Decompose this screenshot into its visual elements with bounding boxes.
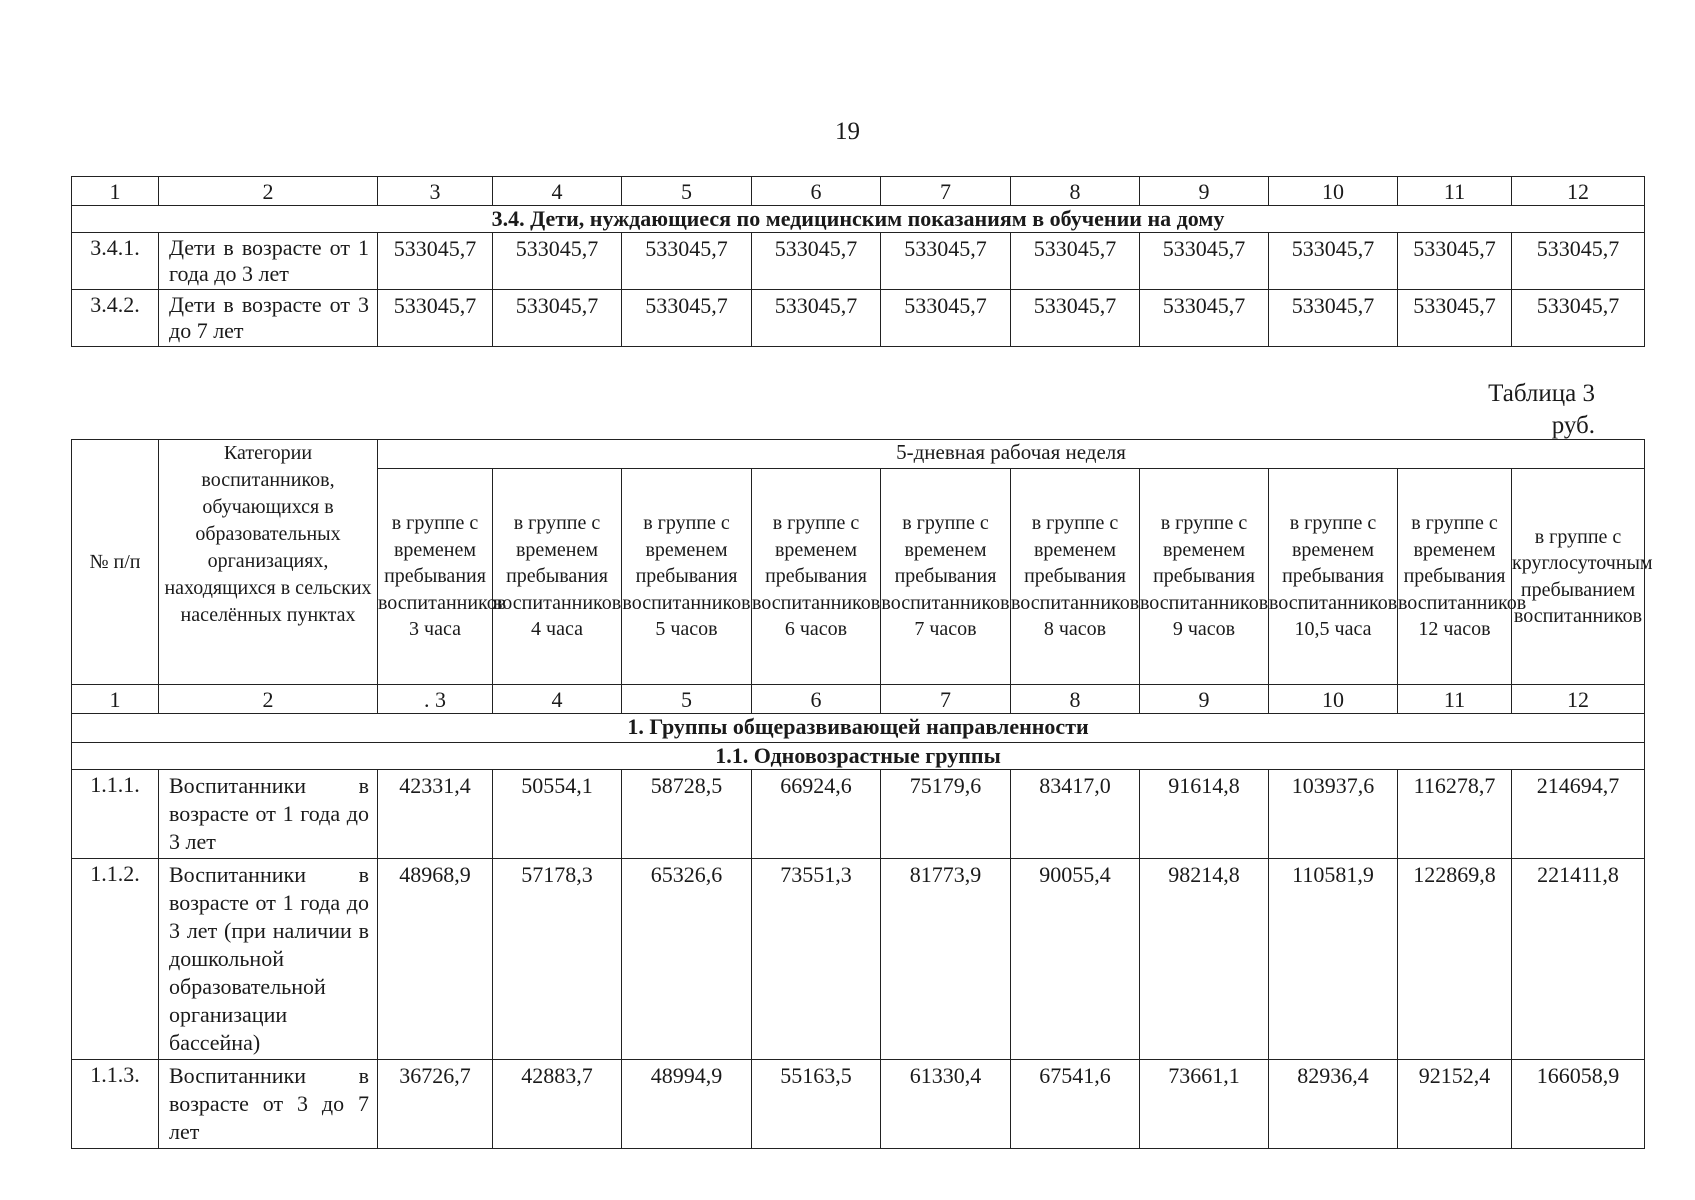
section-row xyxy=(72,206,1645,233)
group-header: в группе с временем пребывания воспитанников 3 часа xyxy=(378,469,493,685)
col-number: 6 xyxy=(752,177,881,206)
column-number-row xyxy=(72,177,1645,206)
col-number: 8 xyxy=(1011,685,1140,714)
col-number: 5 xyxy=(622,177,752,206)
cell-value: 65326,6 xyxy=(622,859,752,1060)
group-header: в группе с временем пребывания воспитанников 5 часов xyxy=(622,469,752,685)
cell-value: 36726,7 xyxy=(378,1060,493,1149)
col-number: . 3 xyxy=(378,685,493,714)
cell-value: 48994,9 xyxy=(622,1060,752,1149)
rates-table xyxy=(71,439,1653,1149)
cell-value: 73551,3 xyxy=(752,859,881,1060)
cell-value: 83417,0 xyxy=(1011,770,1140,859)
cell-value: 533045,7 xyxy=(881,290,1011,347)
header-row xyxy=(72,440,1645,469)
cell-value: 533045,7 xyxy=(493,233,622,290)
cell-value: 533045,7 xyxy=(1140,233,1269,290)
subsection-title: 1.1. Одновозрастные группы xyxy=(72,743,1645,770)
cell-value: 533045,7 xyxy=(622,290,752,347)
row-number: 1.1.2. xyxy=(72,859,159,1060)
col-number: 3 xyxy=(378,177,493,206)
cell-value: 98214,8 xyxy=(1140,859,1269,1060)
row-category: Дети в возрасте от 1 года до 3 лет xyxy=(159,233,378,290)
cell-value: 533045,7 xyxy=(1269,290,1398,347)
cell-value: 533045,7 xyxy=(1398,290,1512,347)
cell-value: 90055,4 xyxy=(1011,859,1140,1060)
cell-value: 50554,1 xyxy=(493,770,622,859)
table-row xyxy=(72,233,1645,290)
row-category: Дети в возрасте от 3 до 7 лет xyxy=(159,290,378,347)
row-category: Воспитанники в возрасте от 3 до 7 лет xyxy=(159,1060,378,1149)
col-number: 10 xyxy=(1269,177,1398,206)
col-number: 1 xyxy=(72,685,159,714)
cell-value: 166058,9 xyxy=(1512,1060,1645,1149)
col-number: 7 xyxy=(881,177,1011,206)
cell-value: 533045,7 xyxy=(1011,290,1140,347)
col-number: 4 xyxy=(493,177,622,206)
col-number: 9 xyxy=(1140,685,1269,714)
cell-value: 42883,7 xyxy=(493,1060,622,1149)
cell-value: 81773,9 xyxy=(881,859,1011,1060)
cell-value: 533045,7 xyxy=(1269,233,1398,290)
currency-unit: руб. xyxy=(1551,412,1595,439)
group-header: в группе с круглосуточным пребыванием воспитанников xyxy=(1512,469,1645,685)
cell-value: 110581,9 xyxy=(1269,859,1398,1060)
table-caption: Таблица 3 xyxy=(1488,380,1595,407)
cell-value: 533045,7 xyxy=(622,233,752,290)
col-number: 6 xyxy=(752,685,881,714)
cell-value: 57178,3 xyxy=(493,859,622,1060)
cell-value: 66924,6 xyxy=(752,770,881,859)
col-number: 4 xyxy=(493,685,622,714)
table-row xyxy=(72,770,1645,859)
table-row xyxy=(72,1060,1645,1149)
col-number: 5 xyxy=(622,685,752,714)
cell-value: 533045,7 xyxy=(1398,233,1512,290)
section-title: 3.4. Дети, нуждающиеся по медицинским показаниям в обучении на дому xyxy=(72,206,1645,233)
row-number: 3.4.1. xyxy=(72,233,159,290)
cell-value: 533045,7 xyxy=(493,290,622,347)
cell-value: 58728,5 xyxy=(622,770,752,859)
cell-value: 91614,8 xyxy=(1140,770,1269,859)
cell-value: 533045,7 xyxy=(1512,290,1645,347)
group-header: в группе с временем пребывания воспитанников 10,5 часа xyxy=(1269,469,1398,685)
cell-value: 61330,4 xyxy=(881,1060,1011,1149)
cell-value: 533045,7 xyxy=(1011,233,1140,290)
cell-value: 42331,4 xyxy=(378,770,493,859)
continuation-table xyxy=(71,176,1645,347)
cell-value: 116278,7 xyxy=(1398,770,1512,859)
section-row xyxy=(72,714,1645,743)
cell-value: 55163,5 xyxy=(752,1060,881,1149)
section-title: 1. Группы общеразвивающей направленности xyxy=(72,714,1645,743)
row-number: 1.1.1. xyxy=(72,770,159,859)
cell-value: 533045,7 xyxy=(1512,233,1645,290)
header-week: 5-дневная рабочая неделя xyxy=(378,440,1645,469)
cell-value: 214694,7 xyxy=(1512,770,1645,859)
page-number: 19 xyxy=(835,118,860,145)
table-row xyxy=(72,290,1645,347)
col-number: 9 xyxy=(1140,177,1269,206)
column-number-row xyxy=(72,685,1645,714)
cell-value: 533045,7 xyxy=(378,290,493,347)
header-category: Категории воспитанников, обучающихся в образовательных организациях, находящихся в сельских населённых пунктах xyxy=(159,440,378,685)
group-header: в группе с временем пребывания воспитанников 7 часов xyxy=(881,469,1011,685)
row-number: 1.1.3. xyxy=(72,1060,159,1149)
group-header: в группе с временем пребывания воспитанников 4 часа xyxy=(493,469,622,685)
col-number: 1 xyxy=(72,177,159,206)
col-number: 11 xyxy=(1398,177,1512,206)
cell-value: 533045,7 xyxy=(881,233,1011,290)
cell-value: 75179,6 xyxy=(881,770,1011,859)
group-header: в группе с временем пребывания воспитанников 6 часов xyxy=(752,469,881,685)
cell-value: 48968,9 xyxy=(378,859,493,1060)
row-number: 3.4.2. xyxy=(72,290,159,347)
group-header: в группе с временем пребывания воспитанников 8 часов xyxy=(1011,469,1140,685)
row-category: Воспитанники в возрасте от 1 года до 3 лет xyxy=(159,770,378,859)
group-header: в группе с временем пребывания воспитанников 9 часов xyxy=(1140,469,1269,685)
cell-value: 533045,7 xyxy=(752,290,881,347)
cell-value: 533045,7 xyxy=(1140,290,1269,347)
subsection-row xyxy=(72,743,1645,770)
cell-value: 73661,1 xyxy=(1140,1060,1269,1149)
col-number: 2 xyxy=(159,177,378,206)
cell-value: 533045,7 xyxy=(752,233,881,290)
cell-value: 533045,7 xyxy=(378,233,493,290)
cell-value: 67541,6 xyxy=(1011,1060,1140,1149)
header-num: № п/п xyxy=(72,440,159,685)
col-number: 12 xyxy=(1512,685,1645,714)
col-number: 7 xyxy=(881,685,1011,714)
table-row xyxy=(72,859,1645,1060)
cell-value: 82936,4 xyxy=(1269,1060,1398,1149)
col-number: 2 xyxy=(159,685,378,714)
cell-value: 103937,6 xyxy=(1269,770,1398,859)
col-number: 12 xyxy=(1512,177,1645,206)
cell-value: 92152,4 xyxy=(1398,1060,1512,1149)
col-number: 10 xyxy=(1269,685,1398,714)
cell-value: 122869,8 xyxy=(1398,859,1512,1060)
col-number: 8 xyxy=(1011,177,1140,206)
group-header: в группе с временем пребывания воспитанников 12 часов xyxy=(1398,469,1512,685)
cell-value: 221411,8 xyxy=(1512,859,1645,1060)
row-category: Воспитанники в возрасте от 1 года до 3 лет (при наличии в дошкольной образовательной организации бассейна) xyxy=(159,859,378,1060)
col-number: 11 xyxy=(1398,685,1512,714)
